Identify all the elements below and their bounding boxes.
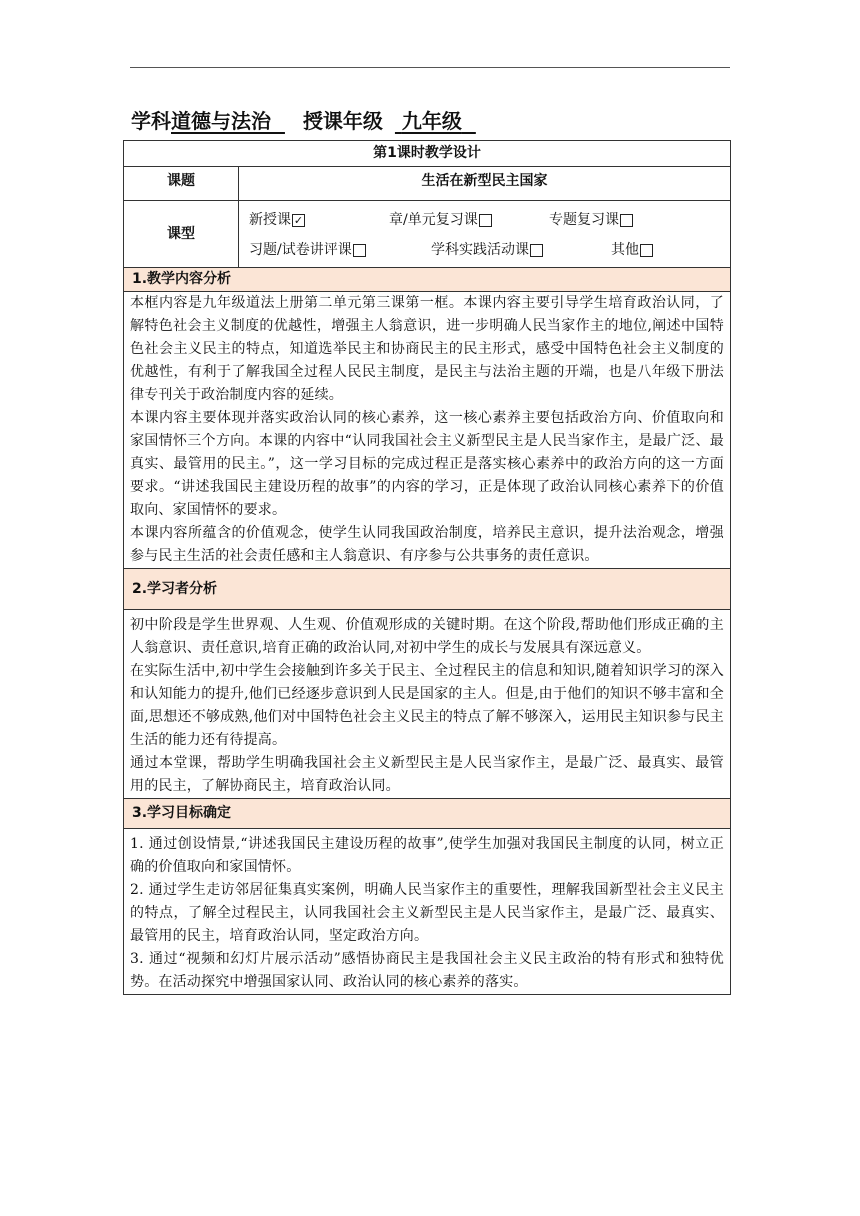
type-label: 课型 <box>124 201 239 268</box>
section-body-learner-analysis <box>124 610 731 799</box>
option-new-lesson[interactable]: 新授课 ✓ <box>249 211 304 228</box>
checkbox[interactable] <box>640 244 653 257</box>
type-options-row-1 <box>249 205 730 235</box>
type-options <box>239 201 731 268</box>
grade-value: 九年级 <box>401 109 462 133</box>
paragraph: 初中阶段是学生世界观、人生观、价值观形成的关键时期。在这个阶段,帮助他们形成正确的主人翁意识、责任意识,培育正确的政治认同,对初中学生的成长与发展具有深远意义。 <box>130 617 724 656</box>
topic-label: 课题 <box>124 167 239 201</box>
objective-item: 3. 通过“视频和幻灯片展示活动”感悟协商民主是我国社会主义民主政治的特有形式和独特优势。在活动探究中增强国家认同、政治认同的核心素养的落实。 <box>130 951 724 990</box>
option-exercise-review[interactable]: 习题/试卷讲评课 <box>249 239 431 262</box>
section-heading-learning-objectives: 3.学习目标确定 <box>124 799 731 829</box>
option-unit-review[interactable]: 章/单元复习课 <box>389 209 549 232</box>
type-options-row-2 <box>249 235 730 265</box>
paragraph: 通过本堂课，帮助学生明确我国社会主义新型民主是人民当家作主，是最广泛、最真实、最管用的民主，了解协商民主，培育政治认同。 <box>130 755 724 794</box>
section-heading-learner-analysis: 2.学习者分析 <box>124 569 731 610</box>
subject-value: 道德与法治 <box>171 109 271 133</box>
topic-value: 生活在新型民主国家 <box>239 167 731 201</box>
option-topic-review[interactable]: 专题复习课 <box>549 209 633 232</box>
checkbox[interactable] <box>620 214 633 227</box>
section-heading-content-analysis: 1.教学内容分析 <box>124 268 731 292</box>
paragraph: 本框内容是九年级道法上册第二单元第三课第一框。本课内容主要引导学生培育政治认同，了解特色社会主义制度的优越性，增强主人翁意识，进一步明确人民当家作主的地位,阐述中国特色社会主义民主的特点，知道选举民主和协商民主的民主形式，感受中国特色社会主义制度的优越性，有利于了解我国全过程人民民主制度，是民主与法治主题的开端，也是八年级下册法律专刊关于政治制度内容的延续。 <box>130 295 724 403</box>
header-rule <box>130 67 730 68</box>
checkbox[interactable] <box>479 214 492 227</box>
table-title: 第1课时教学设计 <box>124 141 731 167</box>
section-body-content-analysis <box>124 292 731 569</box>
section-body-learning-objectives <box>124 829 731 995</box>
checkbox[interactable] <box>530 244 543 257</box>
option-other[interactable]: 其他 <box>611 239 653 262</box>
lesson-design-table <box>123 140 731 995</box>
objective-item: 1. 通过创设情景,“讲述我国民主建设历程的故事”,使学生加强对我国民主制度的认同，树立正确的价值取向和家国情怀。 <box>130 836 724 875</box>
grade-label: 授课年级 <box>302 109 383 133</box>
objective-item: 2. 通过学生走访邻居征集真实案例，明确人民当家作主的重要性，理解我国新型社会主义民主的特点，了解全过程民主，认同我国社会主义新型民主是人民当家作主，是最广泛、最真实、最管用的民主，培育政治认同，坚定政治方向。 <box>130 882 724 944</box>
option-practice-activity[interactable]: 学科实践活动课 <box>431 239 611 262</box>
paragraph: 本课内容所蕴含的价值观念，使学生认同我国政治制度，培养民主意识，提升法治观念，增强参与民主生活的社会责任感和主人翁意识、有序参与公共事务的责任意识。 <box>130 525 724 564</box>
checkbox-checked[interactable]: ✓ <box>293 213 304 227</box>
paragraph: 本课内容主要体现并落实政治认同的核心素养，这一核心素养主要包括政治方向、价值取向和家国情怀三个方向。本课的内容中“认同我国社会主义新型民主是人民当家作主，是最广泛、最真实、最管用的民主。”，这一学习目标的完成过程正是落实核心素养中的政治方向的这一方面要求。“讲述我国民主建设历程的故事”的内容的学习，正是体现了政治认同核心素养下的价值取向、家国情怀的要求。 <box>130 410 724 518</box>
document-heading <box>131 105 476 134</box>
paragraph: 在实际生活中,初中学生会接触到许多关于民主、全过程民主的信息和知识,随着知识学习的深入和认知能力的提升,他们已经逐步意识到人民是国家的主人。但是,由于他们的知识不够丰富和全面,思想还不够成熟,他们对中国特色社会主义民主的特点了解不够深入，运用民主知识参与民主生活的能力还有待提高。 <box>130 663 724 748</box>
checkbox[interactable] <box>353 244 366 257</box>
subject-label: 学科 <box>131 109 171 133</box>
